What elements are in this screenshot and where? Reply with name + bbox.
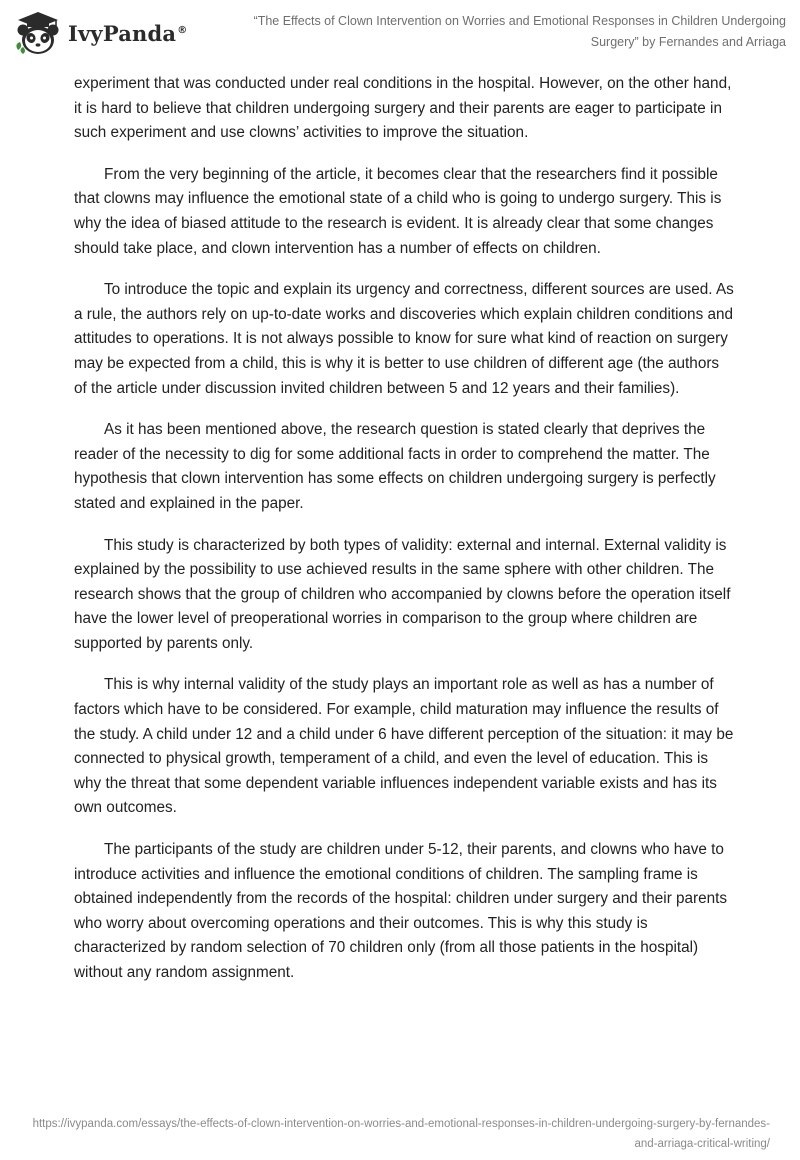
brand-name: IvyPanda® <box>68 20 188 46</box>
essay-body <box>74 72 734 1003</box>
page-header <box>0 0 800 64</box>
paragraph: experiment that was conducted under real conditions in the hospital. However, on the other hand, it is hard to believe that children undergoing surgery and their parents are eager to participate in such experiment and use clowns’ activities to improve the situation. <box>74 75 732 142</box>
paragraph: From the very beginning of the article, it becomes clear that the researchers find it possible that clowns may influence the emotional state of a child who is going to undergo surgery. This is why the idea of biased attitude to the research is evident. It is already clear that some changes should take place, and clown intervention has a number of effects on children. <box>74 165 722 257</box>
paragraph: The participants of the study are children under 5-12, their parents, and clowns who have to introduce activities and influence the emotional conditions of children. The sampling frame is obtained independently from the records of the hospital: children under surgery and their parents who worry about overcoming operations and their outcomes. This is why this study is characterized by random selection of 70 children only (from all those patients in the hospital) without any random assignment. <box>74 841 728 981</box>
paragraph: To introduce the topic and explain its urgency and correctness, different sources are used. As a rule, the authors rely on up-to-date works and discoveries which explain children conditions and attitudes to operations. It is not always possible to know for sure what kind of reaction on surgery may be expected from a child, this is why it is better to use children of different age (the authors of the article under discussion invited children between 5 and 12 years and their families). <box>74 281 734 397</box>
paragraph: This is why internal validity of the study plays an important role as well as has a number of factors which have to be considered. For example, child maturation may influence the results of the study. A child under 12 and a child under 6 have different perception of the situation: it may be connected to physical growth, temperament of a child, and even the level of education. This is why the threat that some dependent variable influences independent variable exists and has its own outcomes. <box>74 676 734 817</box>
paragraph: As it has been mentioned above, the research question is stated clearly that deprives the reader of the necessity to dig for some additional facts in order to comprehend the matter. The hypothesis that clown intervention has some effects on children undergoing surgery is perfectly stated and explained in the paper. <box>74 421 716 512</box>
registered-mark: ® <box>177 24 188 36</box>
paragraph: This study is characterized by both types of validity: external and internal. External validity is explained by the possibility to use achieved results in the same sphere with other children. The research shows that the group of children who accompanied by clowns before the operation itself have the lower level of preoperational worries in comparison to the group where children are supported by parents only. <box>74 536 731 652</box>
source-url[interactable]: https://ivypanda.com/essays/the-effects-of-clown-intervention-on-worries-and-emotional-responses-in-children-undergoing-surgery-by-fernandes-and-arriaga-critical-writing/ <box>32 1118 770 1150</box>
document-title: “The Effects of Clown Intervention on Worries and Emotional Responses in Children Undergoing Surgery” by Fernandes and Arriaga <box>253 14 786 49</box>
ivypanda-logo[interactable] <box>14 10 187 56</box>
panda-graduation-icon <box>14 10 62 56</box>
